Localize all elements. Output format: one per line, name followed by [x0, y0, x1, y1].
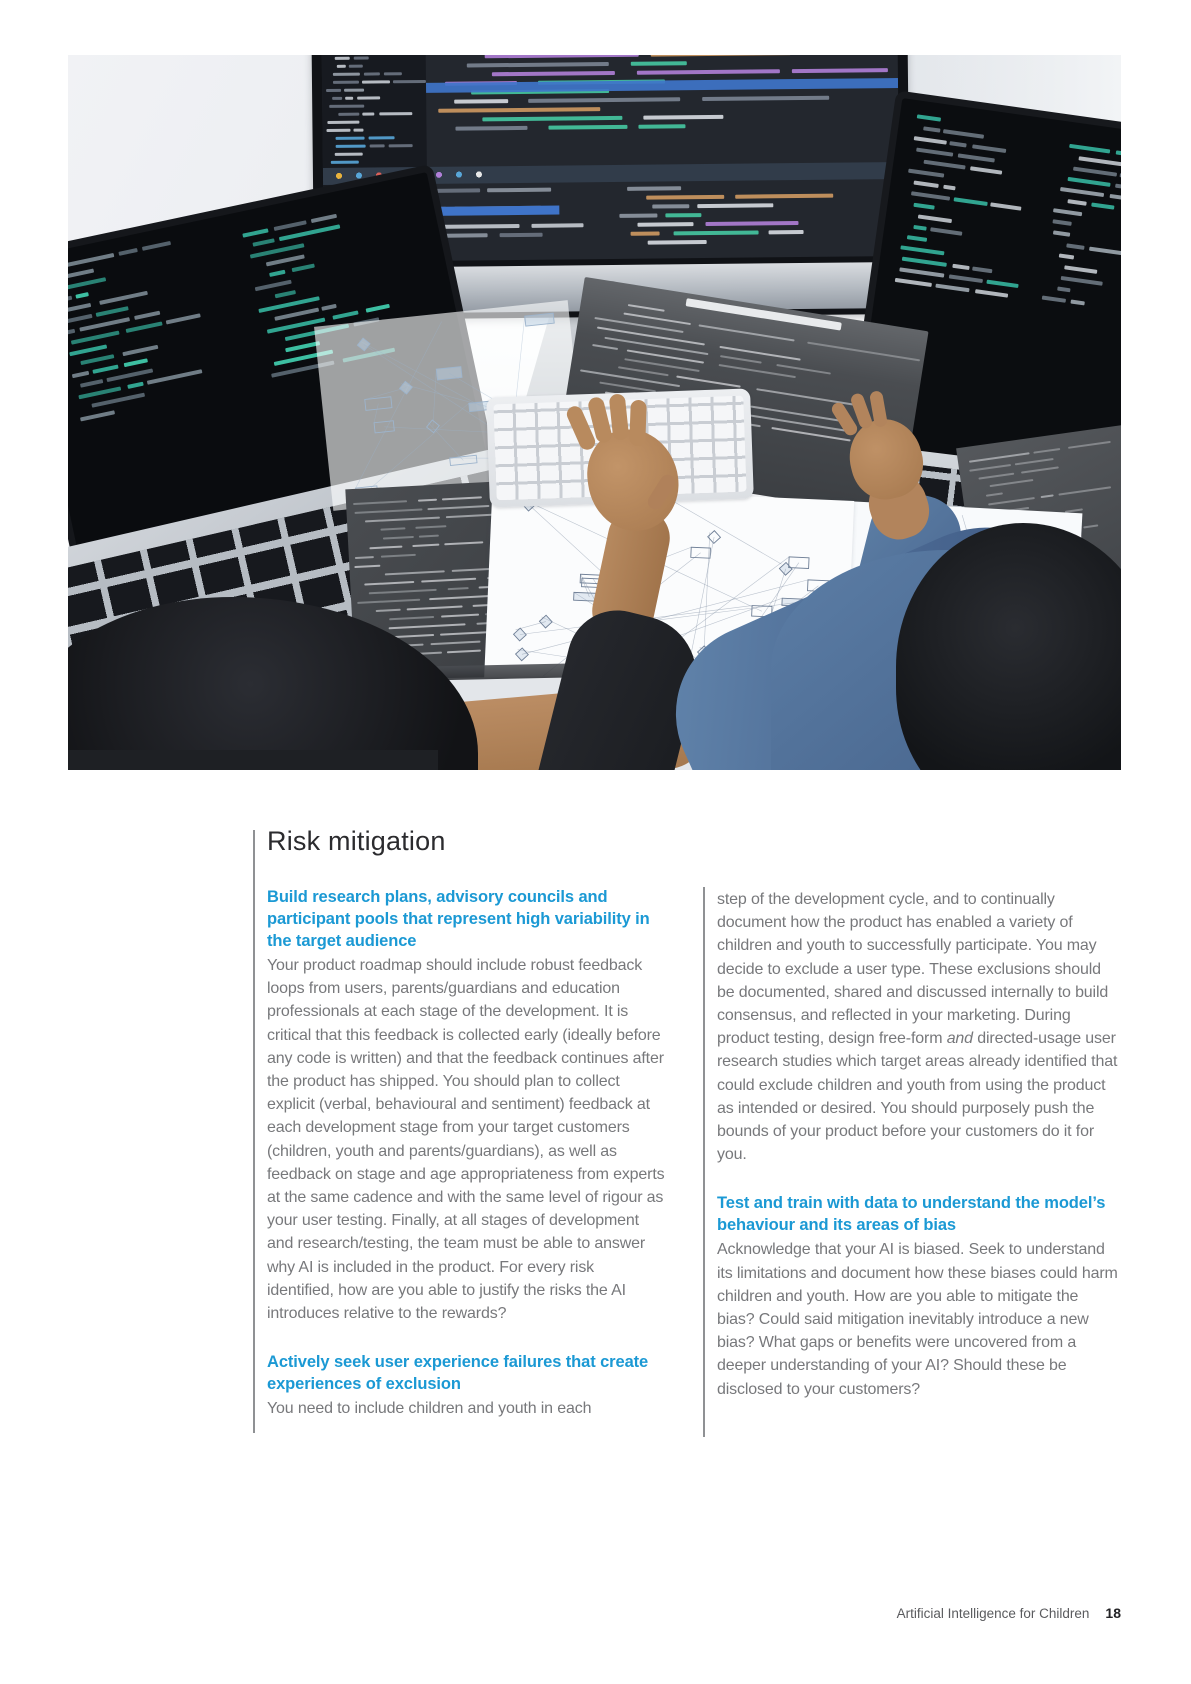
- left-person-shoulder: [68, 750, 438, 770]
- right-column: [717, 886, 1119, 1401]
- subheading-test-train: Test and train with data to understand the model’s behaviour and its areas of bias: [717, 1194, 1106, 1235]
- body-paragraph: Acknowledge that your AI is biased. Seek to understand its limitations and document how these biases could harm children and youth. How are you able to mitigate the bias? Could said mitigation inevitably introduce a new bias? What gaps or benefits were uncovered from a deeper understanding of your AI? Should these be disclosed to your customers?: [717, 1241, 1118, 1398]
- page-title: Risk mitigation: [267, 826, 446, 856]
- hero-photo: [68, 55, 1121, 770]
- paragraph-text: step of the development cycle, and to continually document how the product has enabled a variety of children and youth to successfully participate. You may decide to exclude a user type. These exclusions should be documented, shared and discussed internally to build consensus, and reflected in your marketing. During product testing, design free-form: [717, 891, 1109, 1048]
- code-editor-lower-pane: [611, 179, 900, 262]
- italic-word: and: [946, 1030, 973, 1048]
- paragraph-text: directed-usage user research studies which target areas already identified that could exclude children and youth from using the product as intended or desired. You should purposely push the bounds of your product before your customers do it for you.: [717, 1030, 1118, 1164]
- subheading-ux-failures: Actively seek user experience failures that create experiences of exclusion: [267, 1353, 649, 1394]
- footer-doc-title: Artificial Intelligence for Children: [896, 1606, 1090, 1621]
- code-editor-main-pane: [426, 55, 897, 170]
- footer-page-number: 18: [1105, 1605, 1121, 1621]
- column-divider: [703, 887, 705, 1437]
- finger: [629, 400, 647, 447]
- title-rule: [253, 830, 255, 1433]
- left-column: [267, 886, 665, 1420]
- page-footer: [897, 1605, 1121, 1621]
- body-paragraph: You need to include children and youth in each: [267, 1400, 592, 1418]
- subheading-research-plans: Build research plans, advisory councils and participant pools that represent high variability in the target audience: [267, 888, 650, 950]
- body-paragraph: [717, 886, 1119, 1166]
- body-paragraph: Your product roadmap should include robust feedback loops from users, parents/guardians and education professionals at each stage of the development. It is critical that this feedback is collected early (ideally before any code is written) and that the feedback continues after the product has shipped. You should plan to collect explicit (verbal, behavioural and sentiment) feedback at each development stage from your target customers (children, youth and parents/guardians), as well as feedback on stage and age appropriateness from experts at the same cadence and with the same level of rigour as your user testing. Finally, at all stages of development and research/testing, the team must be able to answer why AI is included in the product. For every risk identified, how are you able to justify the risks the AI introduces relative to the rewards?: [267, 957, 665, 1323]
